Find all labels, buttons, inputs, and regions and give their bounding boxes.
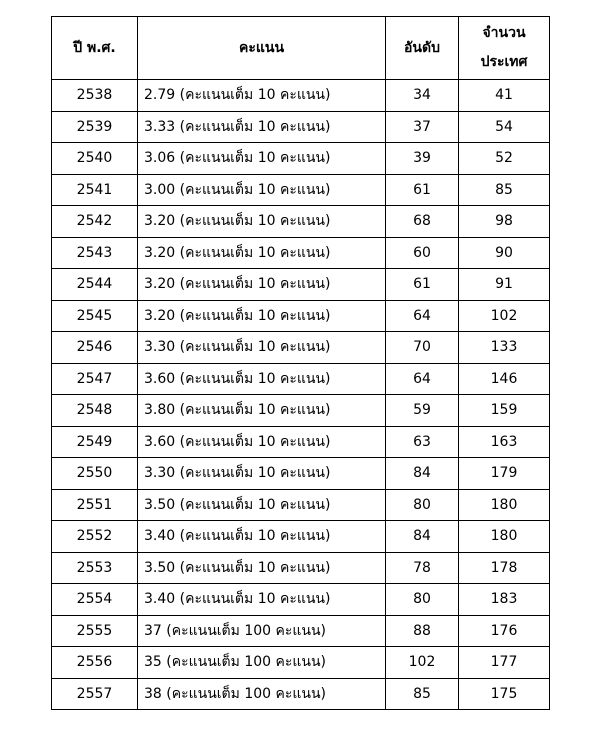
cell-year: 2549 <box>52 426 138 458</box>
cell-country-count: 146 <box>459 363 550 395</box>
table-row <box>52 80 550 112</box>
cell-country-count: 176 <box>459 615 550 647</box>
table-row <box>52 458 550 490</box>
table-row <box>52 300 550 332</box>
cell-year: 2543 <box>52 237 138 269</box>
cell-country-count: 178 <box>459 552 550 584</box>
cell-rank: 64 <box>386 363 459 395</box>
cell-rank: 80 <box>386 584 459 616</box>
cell-year: 2541 <box>52 174 138 206</box>
cell-score: 35 (คะแนนเต็ม 100 คะแนน) <box>138 647 386 679</box>
table-body <box>52 80 550 710</box>
cell-score: 3.33 (คะแนนเต็ม 10 คะแนน) <box>138 111 386 143</box>
cell-country-count: 41 <box>459 80 550 112</box>
cell-year: 2545 <box>52 300 138 332</box>
table-row <box>52 584 550 616</box>
table-row <box>52 111 550 143</box>
table-row <box>52 174 550 206</box>
table-row <box>52 206 550 238</box>
cell-score: 3.80 (คะแนนเต็ม 10 คะแนน) <box>138 395 386 427</box>
cell-score: 3.00 (คะแนนเต็ม 10 คะแนน) <box>138 174 386 206</box>
cell-score: 3.60 (คะแนนเต็ม 10 คะแนน) <box>138 426 386 458</box>
cell-year: 2539 <box>52 111 138 143</box>
cell-year: 2556 <box>52 647 138 679</box>
table-row <box>52 489 550 521</box>
cell-rank: 84 <box>386 521 459 553</box>
cell-score: 3.50 (คะแนนเต็ม 10 คะแนน) <box>138 489 386 521</box>
cell-score: 3.20 (คะแนนเต็ม 10 คะแนน) <box>138 237 386 269</box>
cell-rank: 84 <box>386 458 459 490</box>
cell-rank: 78 <box>386 552 459 584</box>
cell-year: 2548 <box>52 395 138 427</box>
cell-score: 3.40 (คะแนนเต็ม 10 คะแนน) <box>138 521 386 553</box>
table-row <box>52 363 550 395</box>
cell-country-count: 90 <box>459 237 550 269</box>
table-row <box>52 521 550 553</box>
cell-rank: 80 <box>386 489 459 521</box>
cell-country-count: 183 <box>459 584 550 616</box>
table-row <box>52 143 550 175</box>
table-row <box>52 615 550 647</box>
cell-country-count: 54 <box>459 111 550 143</box>
cell-country-count: 102 <box>459 300 550 332</box>
cell-country-count: 180 <box>459 489 550 521</box>
cell-country-count: 159 <box>459 395 550 427</box>
table-row <box>52 552 550 584</box>
table-header <box>52 17 550 80</box>
cell-rank: 64 <box>386 300 459 332</box>
header-rank: อันดับ <box>386 17 459 80</box>
cell-country-count: 85 <box>459 174 550 206</box>
table-row <box>52 269 550 301</box>
cell-country-count: 177 <box>459 647 550 679</box>
table-row <box>52 678 550 710</box>
cell-score: 38 (คะแนนเต็ม 100 คะแนน) <box>138 678 386 710</box>
cell-score: 3.60 (คะแนนเต็ม 10 คะแนน) <box>138 363 386 395</box>
cell-rank: 61 <box>386 174 459 206</box>
cell-country-count: 175 <box>459 678 550 710</box>
table-row <box>52 237 550 269</box>
cell-score: 3.30 (คะแนนเต็ม 10 คะแนน) <box>138 332 386 364</box>
cell-score: 3.20 (คะแนนเต็ม 10 คะแนน) <box>138 269 386 301</box>
cell-year: 2550 <box>52 458 138 490</box>
cell-rank: 34 <box>386 80 459 112</box>
cell-year: 2538 <box>52 80 138 112</box>
cell-year: 2553 <box>52 552 138 584</box>
cell-rank: 59 <box>386 395 459 427</box>
header-year: ปี พ.ศ. <box>52 17 138 80</box>
cell-year: 2544 <box>52 269 138 301</box>
table-row <box>52 332 550 364</box>
cell-country-count: 179 <box>459 458 550 490</box>
cell-rank: 88 <box>386 615 459 647</box>
header-country-count-line1: จำนวน <box>482 25 526 41</box>
cell-year: 2540 <box>52 143 138 175</box>
cell-rank: 68 <box>386 206 459 238</box>
cell-rank: 70 <box>386 332 459 364</box>
cell-year: 2555 <box>52 615 138 647</box>
cell-score: 3.20 (คะแนนเต็ม 10 คะแนน) <box>138 300 386 332</box>
cell-year: 2547 <box>52 363 138 395</box>
cell-country-count: 180 <box>459 521 550 553</box>
table-row <box>52 395 550 427</box>
cell-country-count: 52 <box>459 143 550 175</box>
header-score: คะแนน <box>138 17 386 80</box>
cell-rank: 60 <box>386 237 459 269</box>
cell-rank: 61 <box>386 269 459 301</box>
cell-country-count: 133 <box>459 332 550 364</box>
header-country-count <box>459 17 550 80</box>
score-table <box>51 16 550 710</box>
cell-rank: 37 <box>386 111 459 143</box>
cell-country-count: 98 <box>459 206 550 238</box>
cell-rank: 85 <box>386 678 459 710</box>
table-row <box>52 647 550 679</box>
cell-score: 37 (คะแนนเต็ม 100 คะแนน) <box>138 615 386 647</box>
cell-score: 3.30 (คะแนนเต็ม 10 คะแนน) <box>138 458 386 490</box>
cell-rank: 102 <box>386 647 459 679</box>
cell-year: 2551 <box>52 489 138 521</box>
cell-rank: 63 <box>386 426 459 458</box>
cell-score: 3.06 (คะแนนเต็ม 10 คะแนน) <box>138 143 386 175</box>
cell-score: 3.20 (คะแนนเต็ม 10 คะแนน) <box>138 206 386 238</box>
cell-year: 2557 <box>52 678 138 710</box>
cell-year: 2552 <box>52 521 138 553</box>
cell-rank: 39 <box>386 143 459 175</box>
table-row <box>52 426 550 458</box>
cell-year: 2554 <box>52 584 138 616</box>
header-country-count-line2: ประเทศ <box>480 54 528 70</box>
cell-country-count: 91 <box>459 269 550 301</box>
cell-score: 2.79 (คะแนนเต็ม 10 คะแนน) <box>138 80 386 112</box>
cell-year: 2542 <box>52 206 138 238</box>
cell-year: 2546 <box>52 332 138 364</box>
header-row <box>52 17 550 80</box>
cell-score: 3.50 (คะแนนเต็ม 10 คะแนน) <box>138 552 386 584</box>
cell-country-count: 163 <box>459 426 550 458</box>
cell-score: 3.40 (คะแนนเต็ม 10 คะแนน) <box>138 584 386 616</box>
